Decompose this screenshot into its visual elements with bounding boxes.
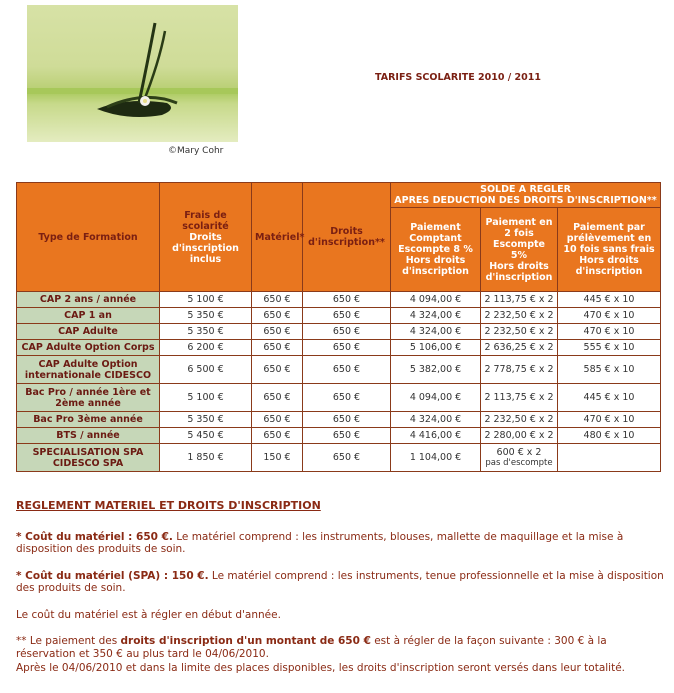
header-deux-sub: Hors droits d'inscription — [485, 260, 553, 283]
header-materiel: Matériel* — [252, 183, 303, 292]
cell-frais: 5 100 € — [160, 292, 252, 308]
cell-droits: 650 € — [303, 340, 391, 356]
rule-paiement-materiel: Le coût du matériel est à régler en début d'année. — [16, 608, 281, 621]
cell-materiel: 150 € — [252, 444, 303, 472]
cell-comptant: 5 382,00 € — [391, 356, 481, 384]
cell-droits: 650 € — [303, 384, 391, 412]
header-frais-main: Frais de scolarité — [182, 209, 229, 232]
header-comptant-main: Paiement Comptant Escompte 8 % — [398, 222, 473, 255]
table-row — [17, 444, 661, 472]
cell-droits: 650 € — [303, 356, 391, 384]
table-row — [17, 412, 661, 428]
rules-title: REGLEMENT MATERIEL ET DROITS D'INSCRIPTION — [16, 499, 321, 512]
cell-dix-fois — [558, 444, 661, 472]
page-title: TARIFS SCOLARITE 2010 / 2011 — [375, 72, 541, 83]
cell-comptant: 4 324,00 € — [391, 308, 481, 324]
cell-comptant: 4 094,00 € — [391, 384, 481, 412]
cell-frais: 6 200 € — [160, 340, 252, 356]
header-comptant-sub: Hors droits d'inscription — [402, 255, 469, 277]
rule-droits-prefix: ** Le paiement des — [16, 635, 121, 647]
rules-section — [16, 500, 666, 689]
cell-deux-fois-note: pas d'escompte — [485, 458, 553, 468]
cell-materiel: 650 € — [252, 356, 303, 384]
cell-dix-fois: 470 € x 10 — [558, 308, 661, 324]
table-row — [17, 324, 661, 340]
row-label: SPECIALISATION SPA CIDESCO SPA — [17, 444, 160, 472]
row-label: CAP 1 an — [17, 308, 160, 324]
table-row — [17, 308, 661, 324]
cell-materiel: 650 € — [252, 428, 303, 444]
cell-comptant: 4 416,00 € — [391, 428, 481, 444]
rule-droits-text: est à régler de la façon suivante : 300 € à la réservation et 350 € au plus tard le 04/06/2010. — [16, 635, 607, 660]
cell-deux-fois: 2 113,75 € x 2 — [481, 384, 558, 412]
cell-droits: 650 € — [303, 412, 391, 428]
header-deux-main: Paiement en 2 fois Escompte 5% — [485, 216, 553, 261]
cell-droits: 650 € — [303, 428, 391, 444]
header-solde-line1: SOLDE A REGLER — [480, 184, 571, 195]
header-photo — [27, 5, 238, 142]
header-solde — [391, 183, 661, 208]
cell-dix-fois: 480 € x 10 — [558, 428, 661, 444]
row-label: CAP Adulte Option internationale CIDESCO — [17, 356, 160, 384]
rule-droits-apres: Après le 04/06/2010 et dans la limite des places disponibles, les droits d'inscription seront versés dans leur totalité. — [16, 662, 626, 674]
cell-droits: 650 € — [303, 292, 391, 308]
rule-materiel-spa — [16, 570, 666, 595]
table-row — [17, 356, 661, 384]
cell-frais: 6 500 € — [160, 356, 252, 384]
flower-plant-image — [27, 5, 238, 142]
header-solde-line2: APRES DEDUCTION DES DROITS D'INSCRIPTION** — [394, 195, 657, 206]
cell-deux-fois: 2 778,75 € x 2 — [481, 356, 558, 384]
table-row — [17, 292, 661, 308]
header-deux-fois — [481, 208, 558, 292]
row-label: CAP Adulte — [17, 324, 160, 340]
cell-deux-fois — [481, 444, 558, 472]
cell-comptant: 4 094,00 € — [391, 292, 481, 308]
cell-materiel: 650 € — [252, 384, 303, 412]
cell-deux-fois: 2 232,50 € x 2 — [481, 324, 558, 340]
photo-credit: ©Mary Cohr — [168, 146, 224, 156]
row-label: CAP Adulte Option Corps — [17, 340, 160, 356]
cell-materiel: 650 € — [252, 340, 303, 356]
cell-comptant: 4 324,00 € — [391, 324, 481, 340]
cell-dix-fois: 470 € x 10 — [558, 412, 661, 428]
rule-materiel — [16, 531, 666, 556]
header-frais-sub: Droits d'inscription inclus — [172, 231, 239, 265]
row-label: BTS / année — [17, 428, 160, 444]
cell-frais: 5 350 € — [160, 412, 252, 428]
table-row — [17, 340, 661, 356]
header-dix-sub: Hors droits d'inscription — [575, 255, 643, 277]
rule-materiel-spa-price: * Coût du matériel (SPA) : 150 €. — [16, 569, 209, 582]
cell-deux-fois: 2 113,75 € x 2 — [481, 292, 558, 308]
rule-materiel-price: * Coût du matériel : 650 €. — [16, 530, 173, 543]
cell-dix-fois: 585 € x 10 — [558, 356, 661, 384]
rule-droits-inscription — [16, 635, 666, 660]
cell-dix-fois: 555 € x 10 — [558, 340, 661, 356]
cell-frais: 5 450 € — [160, 428, 252, 444]
rule-droits-amount: droits d'inscription d'un montant de 650 € — [120, 635, 371, 647]
cell-frais: 5 350 € — [160, 324, 252, 340]
table-row — [17, 428, 661, 444]
cell-materiel: 650 € — [252, 324, 303, 340]
row-label: Bac Pro 3ème année — [17, 412, 160, 428]
row-label: Bac Pro / année 1ère et 2ème année — [17, 384, 160, 412]
header-comptant — [391, 208, 481, 292]
rule-materiel-text: Le matériel comprend : les instruments, blouses, mallette de maquillage et la mise à disposition des produits de soin. — [16, 530, 624, 555]
cell-comptant: 4 324,00 € — [391, 412, 481, 428]
cell-frais: 5 350 € — [160, 308, 252, 324]
header-frais — [160, 183, 252, 292]
cell-frais: 5 100 € — [160, 384, 252, 412]
cell-droits: 650 € — [303, 444, 391, 472]
cell-materiel: 650 € — [252, 412, 303, 428]
cell-deux-fois-value: 600 € x 2 — [496, 447, 542, 458]
cell-comptant: 1 104,00 € — [391, 444, 481, 472]
cell-dix-fois: 470 € x 10 — [558, 324, 661, 340]
cell-deux-fois: 2 636,25 € x 2 — [481, 340, 558, 356]
tarifs-table — [16, 182, 661, 472]
row-label: CAP 2 ans / année — [17, 292, 160, 308]
cell-droits: 650 € — [303, 324, 391, 340]
header-type-formation: Type de Formation — [17, 183, 160, 292]
rule-materiel-spa-text: Le matériel comprend : les instruments, tenue professionnelle et la mise à disposition des produits de soin. — [16, 569, 664, 594]
cell-materiel: 650 € — [252, 308, 303, 324]
cell-deux-fois: 2 280,00 € x 2 — [481, 428, 558, 444]
cell-frais: 1 850 € — [160, 444, 252, 472]
cell-deux-fois: 2 232,50 € x 2 — [481, 308, 558, 324]
table-row — [17, 384, 661, 412]
cell-dix-fois: 445 € x 10 — [558, 384, 661, 412]
header-droits: Droits d'inscription** — [303, 183, 391, 292]
cell-dix-fois: 445 € x 10 — [558, 292, 661, 308]
cell-deux-fois: 2 232,50 € x 2 — [481, 412, 558, 428]
header-dix-fois — [558, 208, 661, 292]
header-dix-main: Paiement par prélèvement en 10 fois sans frais — [563, 222, 655, 255]
cell-materiel: 650 € — [252, 292, 303, 308]
cell-comptant: 5 106,00 € — [391, 340, 481, 356]
cell-droits: 650 € — [303, 308, 391, 324]
